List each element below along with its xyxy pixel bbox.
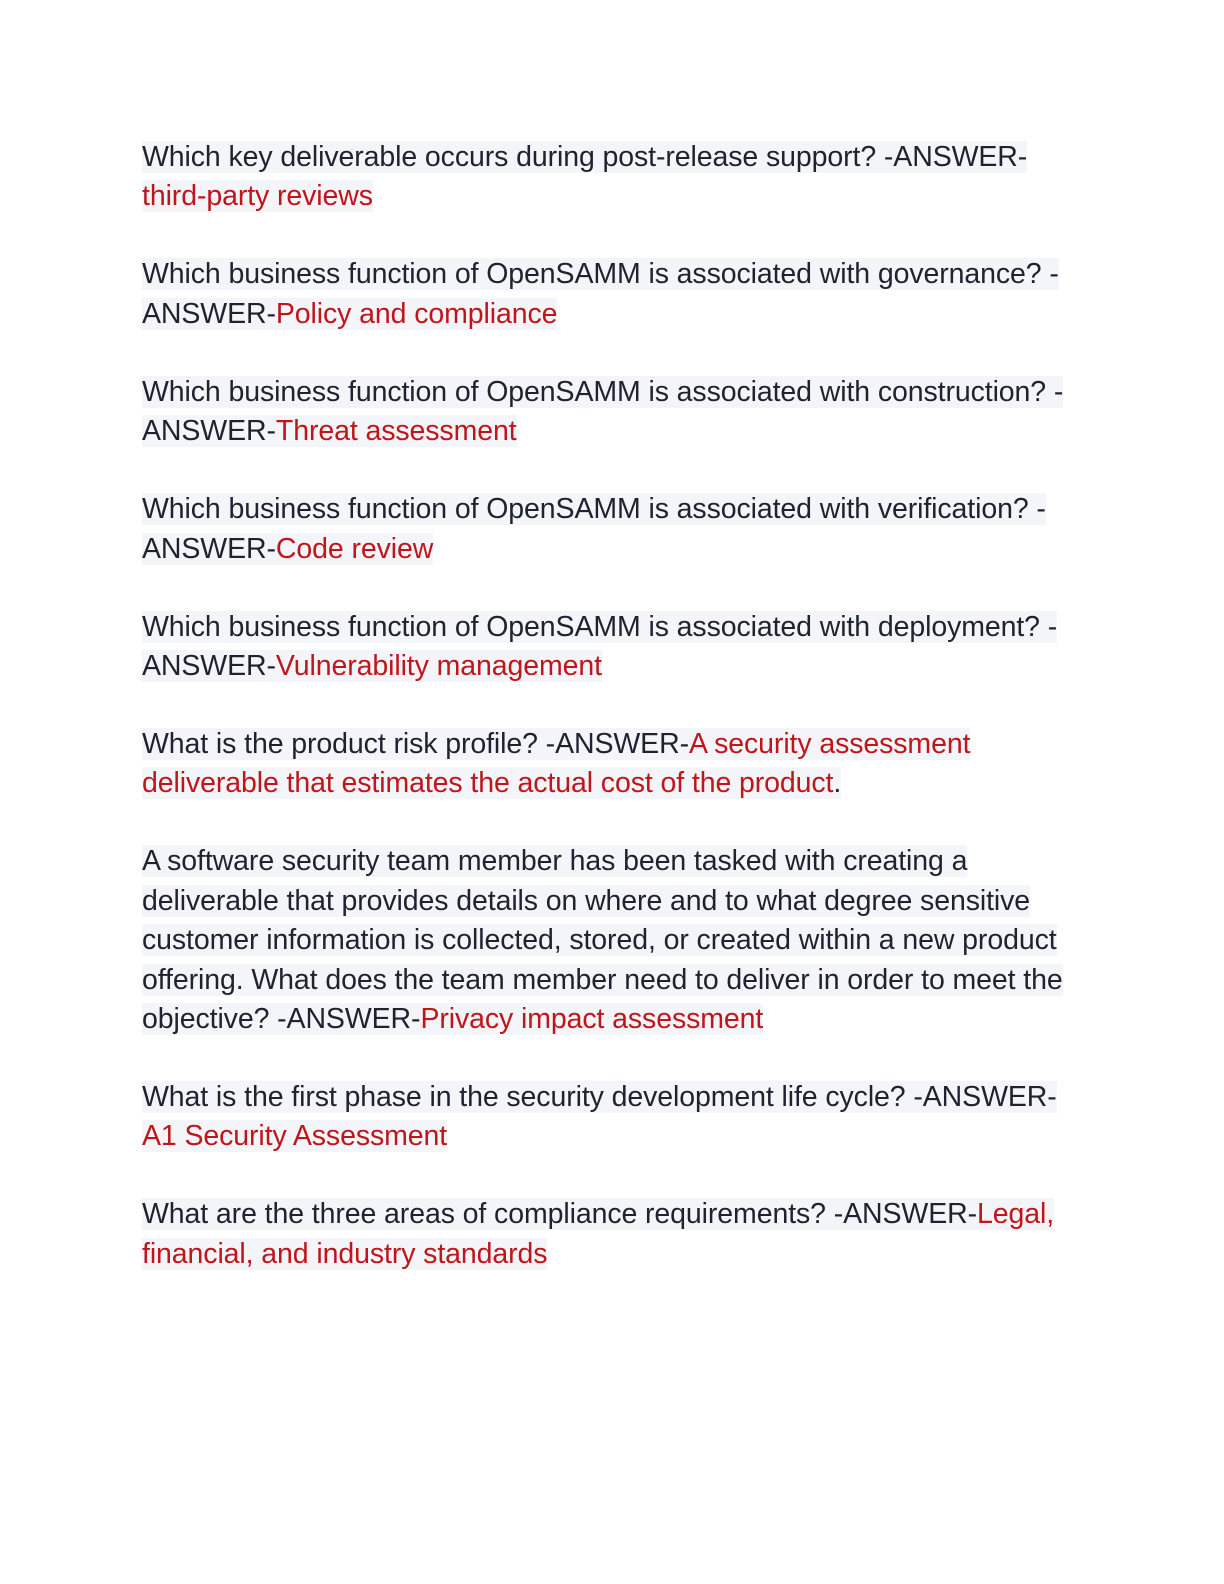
qa-item <box>142 255 1072 334</box>
answer-trailing: . <box>833 767 842 800</box>
question-text: Which business function of OpenSAMM is associated with governance? -ANSWER- <box>142 258 1059 330</box>
question-text: Which key deliverable occurs during post-release support? -ANSWER- <box>142 141 1028 173</box>
qa-item <box>142 138 1072 217</box>
answer-text: Threat assessment <box>275 415 517 448</box>
question-text: Which business function of OpenSAMM is associated with verification? -ANSWER- <box>142 493 1046 565</box>
question-text: What are the three areas of compliance requirements? -ANSWER- <box>142 1198 977 1231</box>
answer-text: Code review <box>275 532 434 565</box>
answer-text: Policy and compliance <box>275 297 558 330</box>
qa-item <box>142 373 1072 452</box>
qa-item <box>142 608 1072 687</box>
question-text: Which business function of OpenSAMM is associated with deployment? -ANSWER- <box>142 610 1058 683</box>
question-text: A software security team member has been tasked with creating a deliverable that provides details on where and to what degree sensitive customer information is collected, stored, or created within a new product offering. What does the team member need to deliver in order to meet the objective? -ANSWER- <box>142 845 1063 1036</box>
question-text: What is the product risk profile? -ANSWER- <box>142 728 689 761</box>
document-page <box>142 138 1072 1313</box>
answer-text: A security assessment deliverable that estimates the actual cost of the product <box>142 728 971 800</box>
answer-text: A1 Security Assessment <box>142 1120 448 1153</box>
question-text: Which business function of OpenSAMM is associated with construction? -ANSWER- <box>142 375 1064 448</box>
answer-text: Privacy impact assessment <box>420 1003 764 1036</box>
qa-item <box>142 1195 1072 1274</box>
qa-item <box>142 725 1072 804</box>
qa-item <box>142 490 1072 569</box>
question-text: What is the first phase in the security development life cycle? -ANSWER- <box>142 1081 1057 1114</box>
answer-text: Vulnerability management <box>275 650 602 683</box>
answer-text: third-party reviews <box>142 180 373 213</box>
answer-text: Legal, financial, and industry standards <box>142 1198 1055 1270</box>
qa-item <box>142 842 1072 1039</box>
qa-item <box>142 1078 1072 1157</box>
